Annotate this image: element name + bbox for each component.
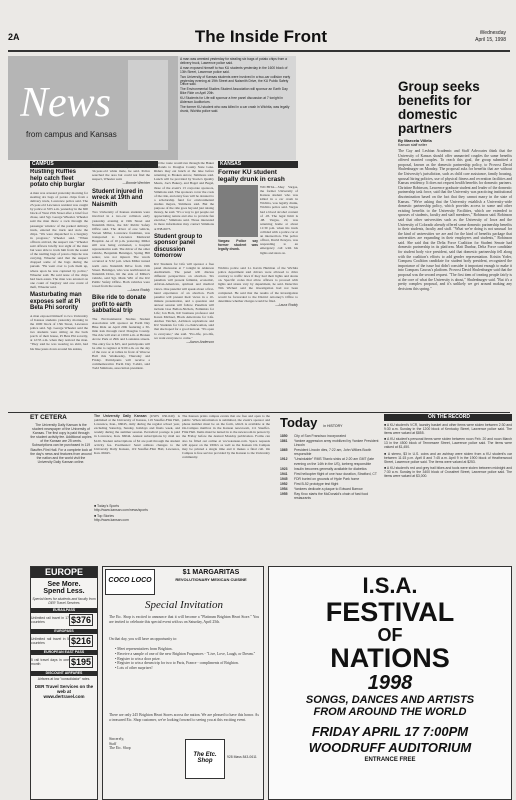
section-title: The Inside Front [194, 27, 328, 46]
history-year: 1865 [280, 448, 288, 453]
on-the-record [384, 414, 512, 564]
article-text: WICHITA—Shay Vargas, the former University of Kansas student who was killed in a car crash in Wichita, was legally drunk, Wichita police said. Vargas had a blood alcohol content of .18. The legal limit is .08. Vargas, 22, was returning home at about 11:30 p.m. when his truck collided with a police car at an intersection. The police officer, David Pereyra, was responding to an emergency call with his lights and siren on. [260, 185, 298, 255]
special-title: Special Invitation [145, 599, 223, 611]
photo-area [128, 60, 168, 150]
campus-label: CAMPUS [30, 161, 158, 168]
europe-tagline: Spend Less. [43, 588, 85, 595]
history-text: Insulin becomes generally available for diabetics [294, 466, 367, 471]
article-text: The Gay and Lesbian Academic and Staff Advocates think that the University of Kansas should offer unmarried couples the same benefits offered married couples. To reach this goal, the group submitted a proposal, known as the domestic partnership policy, to Provost David Shulenburger on Monday. The proposal asks for benefits that are without the University's jurisdiction, such as child care assistance, family housing, spousal hiring policies, use of physical fitness and recreation facilities and Kansas residency. It does not request health benefits for domestic partners. Christine Robinson, Lawrence graduate student and leader of the domestic partnership task force, said that the University was practicing institutional discrimination based on the fact that they cannot marry in the state of Kansas. "We're asking that the University establish a University-wide domestic partnership policy, which provides access to some and other existing benefits to the University Facilities, which are extended to spouses of students, faculty and staff members," Robinson said. Robinson said that other universities such as the University of Iowa and the University of Colorado already offered some domestic partnership benefits to their students, faculty and staff. "What we're doing is not unusual for the kind of universities we are and for the kind of benefits package that universities are expanding in their employees and students," Robinson said. She said that the Delta Force Coalition for Student Senate had domestic partnership in its platform. Matt Dunbar, Delta Force candidate for student body vice president, said that domestic partnership fell along with the coalition's efforts to add gender representation. Kristin Yoder, Compass Coalition candidate for student body president, recognized the importance of the issue but didn't consider it important enough to make it into Compass Caucus's platform. Provost David Shulenburger said that the proposal was the second request. "The first item of treating people fairly is at the core of what the University is about," Shulenburger said. "But it's a pretty complex proposal, and it's unlikely we get around making any decisions this spring." [398, 149, 512, 291]
photo-vargas [218, 185, 258, 237]
festival-year: 1998 [367, 672, 413, 694]
etcetera-label: ET CETERA [30, 414, 67, 421]
link-url[interactable]: http://www.kansan.com [94, 518, 129, 523]
headline: Student group to sponsor panel discussion tomorrow [154, 233, 203, 260]
byline-sub: Kansan staff writer [398, 143, 427, 147]
byline: By Marcela Villela [398, 138, 432, 143]
festival-entry: ENTRANCE FREE [364, 757, 416, 763]
section-rule [8, 412, 510, 413]
record-item: ■ A stereo, $3 in U.S. coins and an ashtray were stolen from a KU student's car between 11:15 p.m. April 8 and 7:45 a.m. April 9 in the 1900 block of Heatherwood Street, Lawrence police said. The items were valued at $253. [384, 451, 512, 464]
header-date: April 15, 1998 [475, 37, 506, 43]
history-text: First B-52 prototype test flight [294, 481, 339, 486]
history-item [280, 482, 380, 486]
photo-caption: Vargas: Police say former student was legally drunk. [218, 239, 258, 252]
link-url[interactable]: http://www.kansan.com/news/sports [94, 508, 148, 513]
news-subtitle: from campus and Kansas [26, 130, 117, 139]
ad-text: The Etc. Shop is excited to announce that it will become a "Platinum Brighton Heart Store." You are invited to celebrate this special event with us on Saturday, April 25th. [109, 615, 259, 624]
page-number: 2A [8, 32, 20, 42]
info-title: The University Daily Kansan [94, 414, 147, 418]
ad-list-item: • Lots of other surprises! [115, 666, 153, 671]
headline: Bike ride to donate profit to earth sabbatical trip [92, 295, 147, 315]
festival-songs: SONGS, DANCES AND ARTISTS [305, 694, 475, 706]
article-text: KU Students for Life will sponsor a free panel discussion at 7 tonight in Alderson Auditorium. The panel will discuss different perspectives on abortion. Six panelists will present feminist, economic, African-American, spiritual and medical views. One panelist will speak about a first-hand experience of an abortion. Each panelist will present their views in a 10-minute presentation, and a question and answer session will follow. Panelists will include Lisa Bellon-Nichols, Feminists for Life; Jon Bolz, KU business professor and Karen Michael, Black Americans for Life. Andrea Vatcher, Atchison sophomore and KU Students for Life co-chairwoman, said that she hoped for a good turnout. "It's open to everyone," she said. "Pro-life, pro-life, we want everyone to come." [154, 261, 214, 340]
festival-nations: NATIONS [330, 643, 450, 673]
etc-shop-logo: The Etc. Shop [185, 739, 225, 779]
pass-label: EURAILPASS [31, 608, 97, 613]
history-item [280, 487, 380, 491]
history-year: 1912 [280, 457, 288, 462]
festival-title: FESTIVAL [325, 597, 455, 627]
history-text: Yankee aggression army mobilized by Yankee President Lincoln [294, 439, 379, 448]
pass-label: DISCOUNT AIRFARES [31, 671, 97, 676]
history-year: 1861 [280, 439, 288, 444]
price: $216 [71, 636, 92, 647]
byline: —Laura Roddy [127, 288, 150, 293]
byline: —Laura Roddy [275, 302, 298, 307]
headline: Masturbating man exposes self at Pi Beta Phi sorority [30, 292, 82, 312]
history-year: 1952 [280, 481, 288, 486]
article-text: Two University of Kansas students were involved in a two-car collision early yesterday evening at 19th Street and Naismith Drive, the KU Public Safety Office said. The driver of one vehicle, Steven Miller, Lawrence freshman, was transported to Lawrence Memorial Hospital. As of 10 p.m. yesterday, Miller still was being evaluated, a hospital representative said. The driver of the other vehicle, Benjamin Betsinger, Spring Hill senior, was not injured. The wreck occurred at 5:32 p.m. when Miller turned north onto Naismith Drive from 19th Street. Betsinger, who was northbound on Naismith Drive, hit the side of Miller's vehicle, said Sgt. Mark Witt of the KU Public Safety Office. Both vehicles were towed from the scene. [92, 210, 150, 289]
history-text: City of San Francisco incorporated [294, 434, 347, 438]
brief-item: A man exposed himself to two KU students yesterday in the 1600 block of 13th Street, Lawrence police said. [180, 65, 288, 74]
history-year: 1945 [280, 476, 288, 481]
today-in-history [280, 414, 380, 564]
history-text: First helicopter flight of one hour duration, Stratford, CT [294, 471, 377, 476]
history-text: President Lincoln dies, 7:22 am, John Wilkes Booth responsible [294, 448, 372, 457]
on-campus-info: The Kansan prints campus events that are free and open to the public. When information is submitted, the event's sponsor and phone number must be on the form, which is available at the On-Campus mailbox in the Kansan newsroom, 111 Stauffer-Flint Hall. Items must be turned in to the newsroom in person by the Friday before the desired Monday publication. Forms can also be filled out online at www.kansan.com. Space requests will appear on the UDK's as well as the Kansan On Campus may be printed a single time and it makes a final call. On Campus is free service provided by the Kansan to the University community. [182, 414, 270, 459]
article-text: A man exposed himself to two University of Kansas students yesterday morning in the 1600 block of 13th Street, Lawrence police said. Sgt. George Wheeler said the two students were sitting on the back porch of their house, Pi Beta Phi sorority, at 12:35 a.m. when they noticed the man. "They said he was wearing no shirt, had his blue jeans down around his ankles, [30, 313, 88, 351]
history-text: "Unsinkable" RMS Titanic sinks at 2:20 am GMT (late evening on the 14th in the US), iceberg responsible [294, 457, 374, 466]
europe-ad [30, 566, 98, 800]
history-item [280, 448, 380, 456]
history-text: Yankees dedicate a plaque to Edward Barrow [294, 487, 363, 492]
history-item [280, 439, 380, 447]
history-year: 1850 [280, 434, 288, 438]
article-text: and was masturbating," Wheeler said. The victims described the suspect as a 20- to 34-year-old white male, he said. Police searched the area but could not find the suspect, Wheeler said. [92, 161, 150, 182]
festival-of: OF [377, 625, 403, 645]
brief-item: The former KU student who was killed in a car crash in Wichita, was legally drunk, Wichita police said. [180, 104, 290, 113]
festival-date: FRIDAY APRIL 17 7:00PM [311, 724, 469, 739]
article-text: The Environmental Studies Student Association will sponsor an Earth Day Bike Ride on April 20th featuring a 30-mile trek through rural Douglas County. The ride will start at 10:00 a.m. at Broken Arrow Park at 29th and Louisiana streets. The entry fee is $25, and participants will be able to register at 9:00 a.m. on the day of the race or at tables in front of Wescoe Hall this Wednesday, Thursday and Friday. Participants will receive a commemorative Earth Day T-shirt, said Todd Simmons, association president. [92, 317, 150, 371]
ad-list-item: • Register to win a dream trip for two to Paris, France - compliments of Brighton. [115, 661, 239, 666]
page-header [6, 24, 512, 48]
info-text: (USPS 650-640) is published at the University of Kansas, 119 Stauffer-Flint Hall, Lawrence, Kan., 66045, daily during the regular school year, excluding Saturday, Sunday, holidays and finals week, and weekly during the summer session. Periodical postage is paid in Lawrence, Kan. 66044. Annual subscriptions by mail are $120. Student subscriptions of $2 are paid through the student activity fee. Postmaster: Send address changes to the University Daily Kansan, 119 Stauffer-Flint Hall, Lawrence, Kan. 66045. [94, 414, 180, 455]
festival-place: WOODRUFF AUDITORIUM [308, 740, 472, 755]
price: $195 [71, 657, 92, 668]
news-title: News [20, 81, 112, 125]
signature: Sincerely, Staff The Etc. Shop [109, 737, 131, 751]
history-year: 1954 [280, 487, 288, 492]
pass-label: EUROPEAN EAST PASS [31, 650, 97, 655]
byline: —Bonnie Wechter [122, 181, 150, 186]
der-text: DER Travel Services on the web at [34, 684, 94, 695]
festival-ad [268, 566, 512, 800]
article-text: A man was arrested yesterday morning for stealing six bags of potato chips from a delivery truck, Lawrence police said. The 23-year-old Lawrence resident was caught by police at 3:05 a.m. yesterday in the 600 block of West 25th Street after a brief foot chase, said Sgt. George Wheeler. Wheeler said the man threw a rock through the passenger window of the parked delivery truck, entered the truck and stole the chips. "We were dispatched to a burglary in progress," Wheeler said. "When officers arrived, the suspect ran." Wheeler said officers briefly lost sight of the man but were able to track him from the sound of the rustling bags of potato chips he was carrying. Wheeler said that the suspect dropped some of the bags during the pursuit. "He went over to jock them up, where upon he was captured by police," Wheeler said. He said none of the chips had been eaten. The man was arrested on one count of burglary and one count of theft, Wheeler said. [30, 190, 88, 289]
history-year: 1941 [280, 471, 288, 476]
price: $376 [71, 615, 92, 626]
today-title: Today [280, 415, 318, 430]
europe-tagline: See More. [47, 581, 81, 588]
today-sub: in HISTORY [323, 424, 343, 428]
ad-list-item: • Receive a sample of one of the new Brighton Fragrances - "Live, Love, Laugh, or Dream." [115, 651, 256, 656]
festival-isa: I.S.A. [362, 573, 418, 598]
link-label: ■ Today's Sports [94, 504, 120, 508]
record-item: ■ A KU student's personal items were stolen between noon Feb. 20 and noon March 13 in the 4500 block of Tennessee Street, Lawrence police said. The items were valued at $1,450. [384, 437, 512, 450]
header-day: Wednesday [479, 30, 506, 36]
article-text: Wichita police said Lt. Kevin Hartman of the Wichita police department said drivers were allowed to drive contrary to traffic laws if they had their lights and sirens on. Specific codes that allow officers to proceed with lights and sirens vary by department, he said. Detective Tim Wichert said the investigation had not been completed. He said that the results of the investigation would be forwarded to the District Attorney's Office to determine whether charges would be filed. [218, 266, 298, 303]
pass-text: Unlimited rail travel in 5 countries [31, 637, 69, 646]
record-label: ON THE RECORD [384, 414, 512, 421]
brief-item: Two University of Kansas students were involved in a two-car collision early yesterday evening at 19th Street and Naismith Drive, the KU Public Safety Office said. [180, 74, 291, 87]
history-year: 1955 [280, 492, 288, 497]
kansas-article [218, 169, 298, 414]
disc-text: Airfares at low "consolidator" rates. [37, 677, 91, 682]
europe-note: Special fares for students and faculty from DER Travel Services [32, 597, 96, 606]
headline: Former KU student legally drunk in crash [218, 169, 285, 183]
pass-text: Unlimited rail travel in 17 countries [31, 616, 69, 625]
pass-text: 5 rail travel days in one month [31, 658, 69, 667]
history-item [280, 434, 380, 438]
article-text: said the route would run through the Baker Wetlands to Douglas County State Lake. Riders may eat lunch at the lake before returning to Broken Arrow, Simmons said. Lunch will be provided by Stacie's Quality Meats, Joe's Bakery, and Bagel and Bagel, three of the event's 13 corporate sponsors, Simmons said. The sponsors cover the costs of the ride, and entry fees will be donated to a scholarship fund for environmental studies majors, Simmons said. But the purpose of the ride goes beyond just raising money, he said. "It's a way to get people out appreciating nature and also to provide fun exercise," Simmons said. Those interested in more information may contact Simmons at 838-6673. [154, 161, 214, 231]
ad-list-item: • Meet representatives from Brighton. [115, 647, 173, 651]
kansas-label: KANSAS [218, 161, 298, 168]
history-item [280, 492, 380, 500]
ad-list-item: • Register to win a door prize. [115, 656, 161, 661]
history-text: FDR buried on grounds of Hyde Park home [294, 476, 360, 481]
ad-text: On that day, you will have an opportunity to: [109, 637, 178, 641]
etcetera-block [30, 414, 92, 564]
history-item [280, 477, 380, 481]
link-label: ■ Top Stories [94, 514, 114, 519]
record-item: ■ A KU student's red and grey trail bikes and tools were stolen between midnight and 7:30 a.m. Sunday in the 3400 block of Crossfeet Street, Lawrence police said. The items were valued at $3,000. [384, 465, 512, 479]
kansan-info [94, 414, 180, 564]
headline: Group seeks benefits for domestic partners [398, 80, 480, 136]
brief-item: The Environmental Studies Student Association will sponsor an Earth Day Bike Ride on April 20th. [180, 87, 288, 96]
etcetera-text: The University Daily Kansan is the student newspaper of the University of Kansas. The first copy is paid through the student activity fee. Additional copies of the Kansan are 25 cents. Subscriptions can be purchased in 119 Stauffer-Flint Hall. For a complete look at the day's news and features from around the nation and the world visit the University Daily Kansan online. [30, 423, 92, 464]
etc-shop-ad [102, 566, 264, 800]
brief-item: A man was arrested yesterday for stealing six bags of potato chips from a delivery truck, Lawrence police said. [180, 57, 288, 65]
history-item [280, 467, 380, 471]
headline: Rustling Ruffles help catch fleet potato chip burglar [30, 169, 85, 189]
headline: Student injured in wreck at 19th and Naismith [92, 188, 143, 208]
news-briefs [178, 56, 296, 160]
ad-list [115, 647, 259, 671]
kansas-continuation [218, 266, 298, 307]
europe-title: EUROPE [31, 567, 97, 578]
der-url[interactable]: www.dertravel.com [43, 694, 85, 700]
history-text: Ray Kroc starts the McDonald's chain of fast food restaurants [294, 492, 369, 501]
domestic-partners-article [398, 80, 512, 410]
header-rule [8, 50, 510, 52]
byline: —Aaron Anderson [186, 339, 214, 344]
history-item [280, 472, 380, 476]
record-item: ■ A KU student's VCR, laundry basket and other items were stolen between 2:30 and 9:30 a.m. Sunday in the 1200 block of Kentucky Street, Lawrence police said. The items were valued at $855. [384, 423, 512, 436]
today-list [280, 434, 380, 500]
history-year: 1923 [280, 466, 288, 471]
history-item [280, 457, 380, 465]
etc-shop-address: 928 Mass 843-0611 [227, 755, 257, 759]
festival-world: FROM AROUND THE WORLD [313, 706, 467, 718]
ad-text: There are only 245 Brighton Heart Stores across the nation. We are pleased to have this honor. As a treasured Etc. Shop customer, we're looking forward to seeing you at this exciting event. [109, 713, 259, 722]
coco-loco-logo: COCO LOCO [105, 569, 155, 595]
margarita-promo: $1 MARGARITAS REVOLUTIONARY MEXICAN CUISINE [175, 569, 247, 582]
pass-label: EUROPASS [31, 629, 97, 634]
brief-item: KU Students for Life will sponsor a free panel discussion at 7 tonight in Alderson Auditorium. [180, 96, 283, 105]
